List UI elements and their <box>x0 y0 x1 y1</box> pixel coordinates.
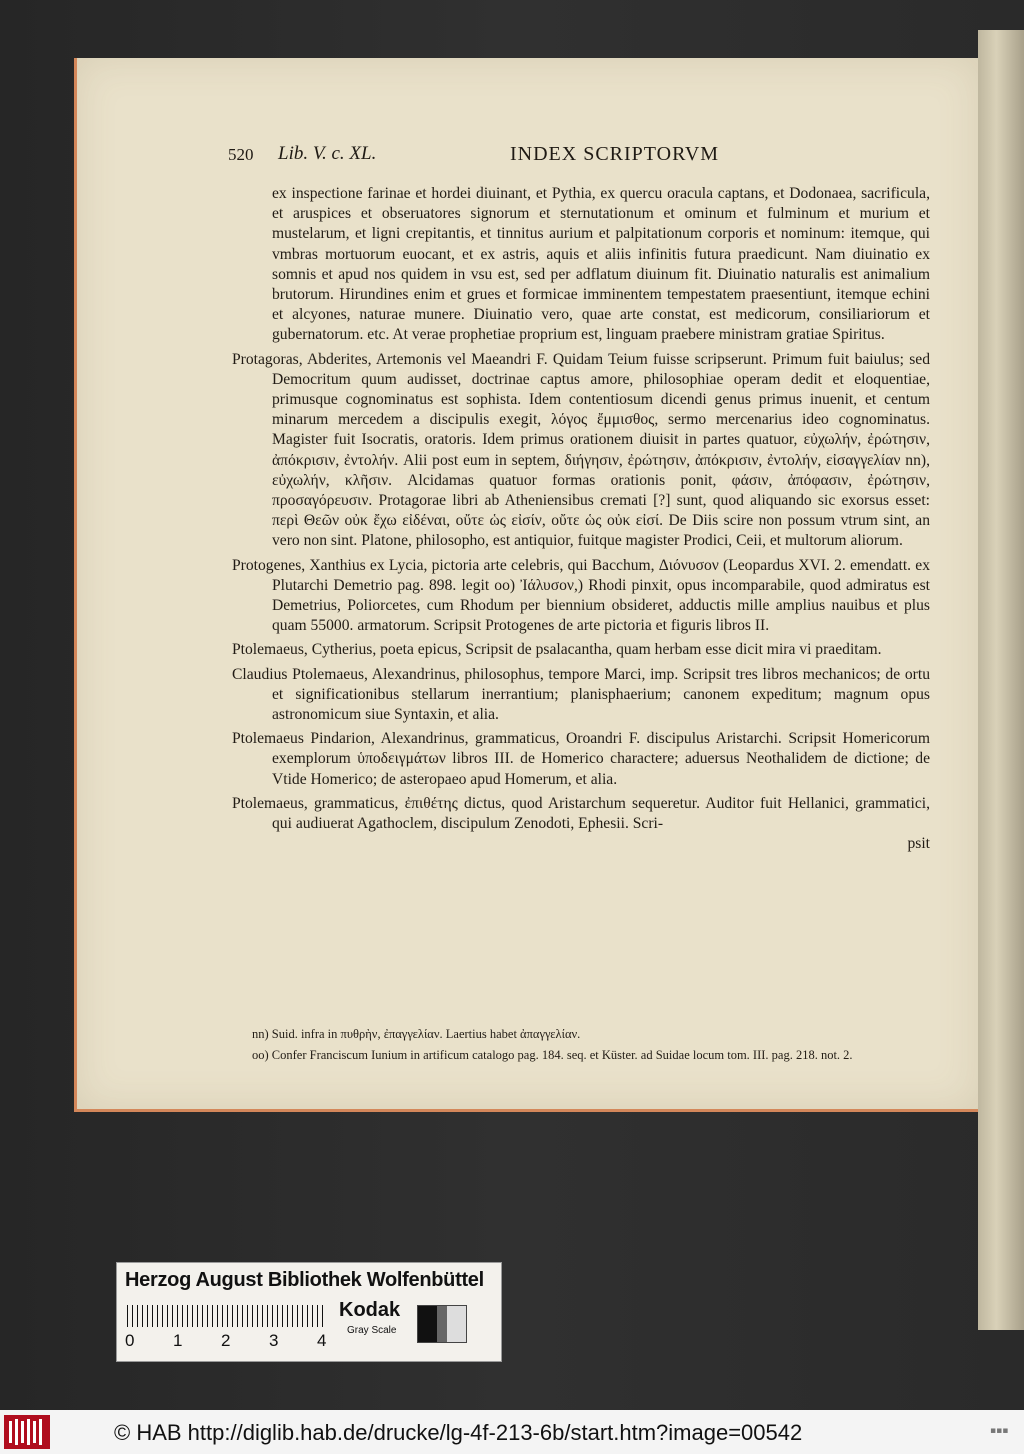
gray-scale-label: Gray Scale <box>347 1325 397 1336</box>
running-head: INDEX SCRIPTORVM <box>510 143 720 165</box>
footnotes <box>252 1026 930 1068</box>
library-name: Herzog August Bibliothek Wolfenbüttel <box>125 1269 484 1291</box>
footnote-nn: nn) Suid. infra in πυθρὴν, ἐπαγγελίαν. Laertius habet ἀπαγγελίαν. <box>252 1027 581 1041</box>
page-number: 520 <box>228 145 254 164</box>
adjacent-page-edge <box>978 30 1024 1330</box>
ruler-tick-3: 3 <box>269 1331 279 1350</box>
page-header <box>228 143 928 169</box>
entry-protogenes: Protogenes, Xanthius ex Lycia, pictoria arte celebris, qui Bacchum, Διόνυσον (Leopardus XVI. 2. emendatt. ex Plutarchi Demetrio pag. 898. legit oo) Ἰάλυσον,) Rhodi pinxit, opus incomparabile, quod admiratus est Demetrius, Poliorcetes, cum Rhodum per biennium obsideret, adductis mille amplius nauibus et plus quam 55000. armatorum. Scripsit Protogenes de arte pictoria et figuris libros II. <box>232 556 930 635</box>
main-text <box>232 184 930 859</box>
kodak-brand: Kodak <box>339 1299 401 1321</box>
footnote-oo: oo) Confer Franciscum Iunium in artificum catalogo pag. 184. seq. et Küster. ad Suidae locum tom. III. pag. 218. not. 2. <box>252 1048 853 1062</box>
ruler-tick-1: 1 <box>173 1331 183 1350</box>
gray-swatch <box>417 1305 467 1343</box>
entry-ptolemaeus-cytherius: Ptolemaeus, Cytherius, poeta epicus, Scripsit de psalacantha, quam herbam esse dicit mira vi praeditam. <box>232 641 882 659</box>
measurement-ruler <box>127 1305 325 1327</box>
entry-protagoras: Protagoras, Abderites, Artemonis vel Maeandri F. Quidam Teium fuisse scripserunt. Primum fuit baiulus; sed Democritum quum audisset, doctrinae captus amore, philosophiae operam dedit et eloquentiae, primusque cognominatus est sophista. Idem contentiosum dicendi genus primus inuenit, et centum minarum mercedem a discipulis exegit, λόγος ἔμμισθος, sermo mercenarius ideo cognominatus. Magister fuit Isocratis, oratoris. Idem primus orationem diuisit in partes quatuor, εὐχωλήν, ἐρώτησιν, ἀπόκρισιν, ἐντολήν. Alii post eum in septem, διήγησιν, ἐρώτησιν, ἀπόκρισιν, ἐντολήν, εἰσαγγελίαν nn), εὐχωλήν, κλῆσιν. Alcidamas quatuor formas orationis ponit, φάσιν, ἀπόφασιν, ἐρώτησιν, προσαγόρευσιν. Protagorae libri ab Atheniensibus cremati [?] sunt, quod aliquando sic exorsus esset: περὶ Θεῶν οὐκ ἔχω εἰδέναι, οὔτε ὡς εἰσίν, οὔτε ὡς οὐκ εἰσί. De Diis scire non possum vtrum sint, an vero non sint. Platone, philosopho, est antiquior, fuitque magister Prodici, Ceii, et multorum aliorum. <box>232 350 930 550</box>
entry-divination-continued: ex inspectione farinae et hordei diuinant, et Pythia, ex quercu oracula captans, et Dodonaea, sacrificula, et aruspices et obseruatores signorum et sternutationum et ominum et fulminum et murium et mustelarum, et ligni crepitantis, et tinnitus aurium et palpitationum corporis et nominum: itemque, qui vmbras mortuorum euocant, et ex astris, aquis et aliis infinitis futura praedicunt. Nam diuinatio ex somnis et apud nos quidem in vsu est, sed per adflatum diuinum fit. Diuinatio naturalis est animalium brutorum. Hirundines enim et grues et formicae imminentem tempestatem praesentiunt, itemque echini et alcyones, naturae munere. Diuinatio vero, quae arte constat, est medicorum, consiliariorum et gubernatorum. etc. At verae prophetiae proprium est, linguam praebere ministram gratiae Spiritus. <box>272 185 930 344</box>
entry-ptolemaeus-pindarion: Ptolemaeus Pindarion, Alexandrinus, grammaticus, Oroandri F. discipulus Aristarchi. Scripsit Homericorum exemplorum ὑποδειγμάτων libros III. de Homerico charactere; aduersus Neothalidem de dictione; de Vtide Homerico; de asteropaeo apud Homerum, et alia. <box>232 730 930 788</box>
ruler-tick-4: 4 <box>317 1331 327 1350</box>
corner-mark: ▪▪▪ <box>990 1426 1009 1436</box>
ruler-tick-0: 0 <box>125 1331 135 1350</box>
chapter-reference: Lib. V. c. XL. <box>278 143 377 164</box>
entry-ptolemaeus-grammaticus: Ptolemaeus, grammaticus, ἐπιθέτης dictus, quod Aristarchum sequeretur. Auditor fuit Hellanici, grammatici, qui audiuerat Agathoclem, discipulum Zenodoti, Ephesii. Scri- <box>232 794 930 833</box>
copyright-url: © HAB http://diglib.hab.de/drucke/lg-4f-213-6b/start.htm?image=00542 <box>114 1420 803 1445</box>
ruler-tick-2: 2 <box>221 1331 231 1350</box>
catchword: psit <box>907 835 930 853</box>
hab-logo-icon <box>4 1415 50 1449</box>
entry-claudius-ptolemaeus: Claudius Ptolemaeus, Alexandrinus, philosophus, tempore Marci, imp. Scripsit tres libros mechanicos; de ortu et significationibus stellarum inerrantium; planisphaerium; canonem expeditum; magnum opus astronomicum siue Syntaxin, et alia. <box>232 665 930 724</box>
library-color-card <box>116 1262 502 1362</box>
